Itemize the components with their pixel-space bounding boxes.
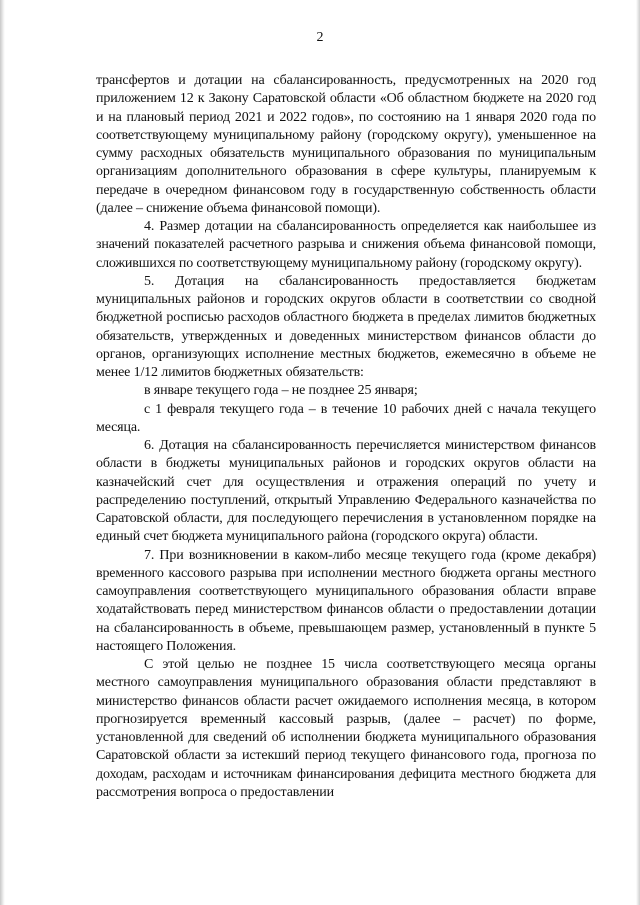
document-body (96, 72, 596, 802)
paragraph-item-7: 7. При возникновении в каком-либо месяце текущего года (кроме декабря) временного кассового разрыва при исполнении местного бюджета органы местного самоуправления соответствующего муниципального образования области вправе ходатайствовать перед министерством финансов области о предоставлении дотации на сбалансированность в объеме, превышающем размер, установленный в пункте 5 настоящего Положения. (96, 547, 596, 654)
paragraph-item-4: 4. Размер дотации на сбалансированность определяется как наибольшее из значений показателей расчетного разрыва и снижения объема финансовой помощи, сложившихся по соответствующему муниципальному району (городскому округу). (96, 219, 596, 271)
paragraph-continuation: трансфертов и дотации на сбалансированность, предусмотренных на 2020 год приложением 12 к Закону Саратовской области «Об областном бюджете на 2020 год и на плановый период 2021 и 2022 годов», по состоянию на 1 января 2020 года по соответствующему муниципальному району (городскому округу), уменьшенное на сумму расходных обязательств муниципального образования по муниципальным организациям дополнительного образования в сфере культуры, планируемым к передаче в очередном финансовом году в государственную собственность области (далее – снижение объема финансовой помощи). (96, 73, 596, 216)
paragraph-february: с 1 февраля текущего года – в течение 10 рабочих дней с начала текущего месяца. (96, 401, 596, 435)
page-number: 2 (316, 30, 324, 45)
paragraph-purpose: С этой целью не позднее 15 числа соответствующего месяца органы местного самоуправления муниципального образования области представляют в министерство финансов области расчет ожидаемого исполнения месяца, в котором прогнозируется временный кассовый разрыв, (далее – расчет) по форме, установленной для сведений об исполнении бюджета муниципального образования Саратовской области за истекший период текущего финансового года, прогноза по доходам, расходам и источникам финансирования дефицита местного бюджета для рассмотрения вопроса о предоставлении (96, 657, 596, 800)
paragraph-item-5: 5. Дотация на сбалансированность предоставляется бюджетам муниципальных районов и городских округов области в соответствии со сводной бюджетной росписью расходов областного бюджета в пределах лимитов бюджетных обязательств, утвержденных и доведенных министерством финансов области до органов, организующих исполнение местных бюджетов, ежемесячно в объеме не менее 1/12 лимитов бюджетных обязательств: (96, 273, 596, 380)
scan-edge-right (636, 0, 640, 905)
paragraph-january: в январе текущего года – не позднее 25 января; (144, 383, 418, 399)
paragraph-item-6: 6. Дотация на сбалансированность перечисляется министерством финансов области в бюджеты муниципальных районов и городских округов области на казначейский счет для осуществления и отражения операций по учету и распределению поступлений, открытый Управлению Федерального казначейства по Саратовской области, для последующего перечисления в установленном порядке на единый счет бюджета муниципального района (городского округа) области. (96, 438, 596, 545)
scan-edge-left (0, 0, 5, 905)
